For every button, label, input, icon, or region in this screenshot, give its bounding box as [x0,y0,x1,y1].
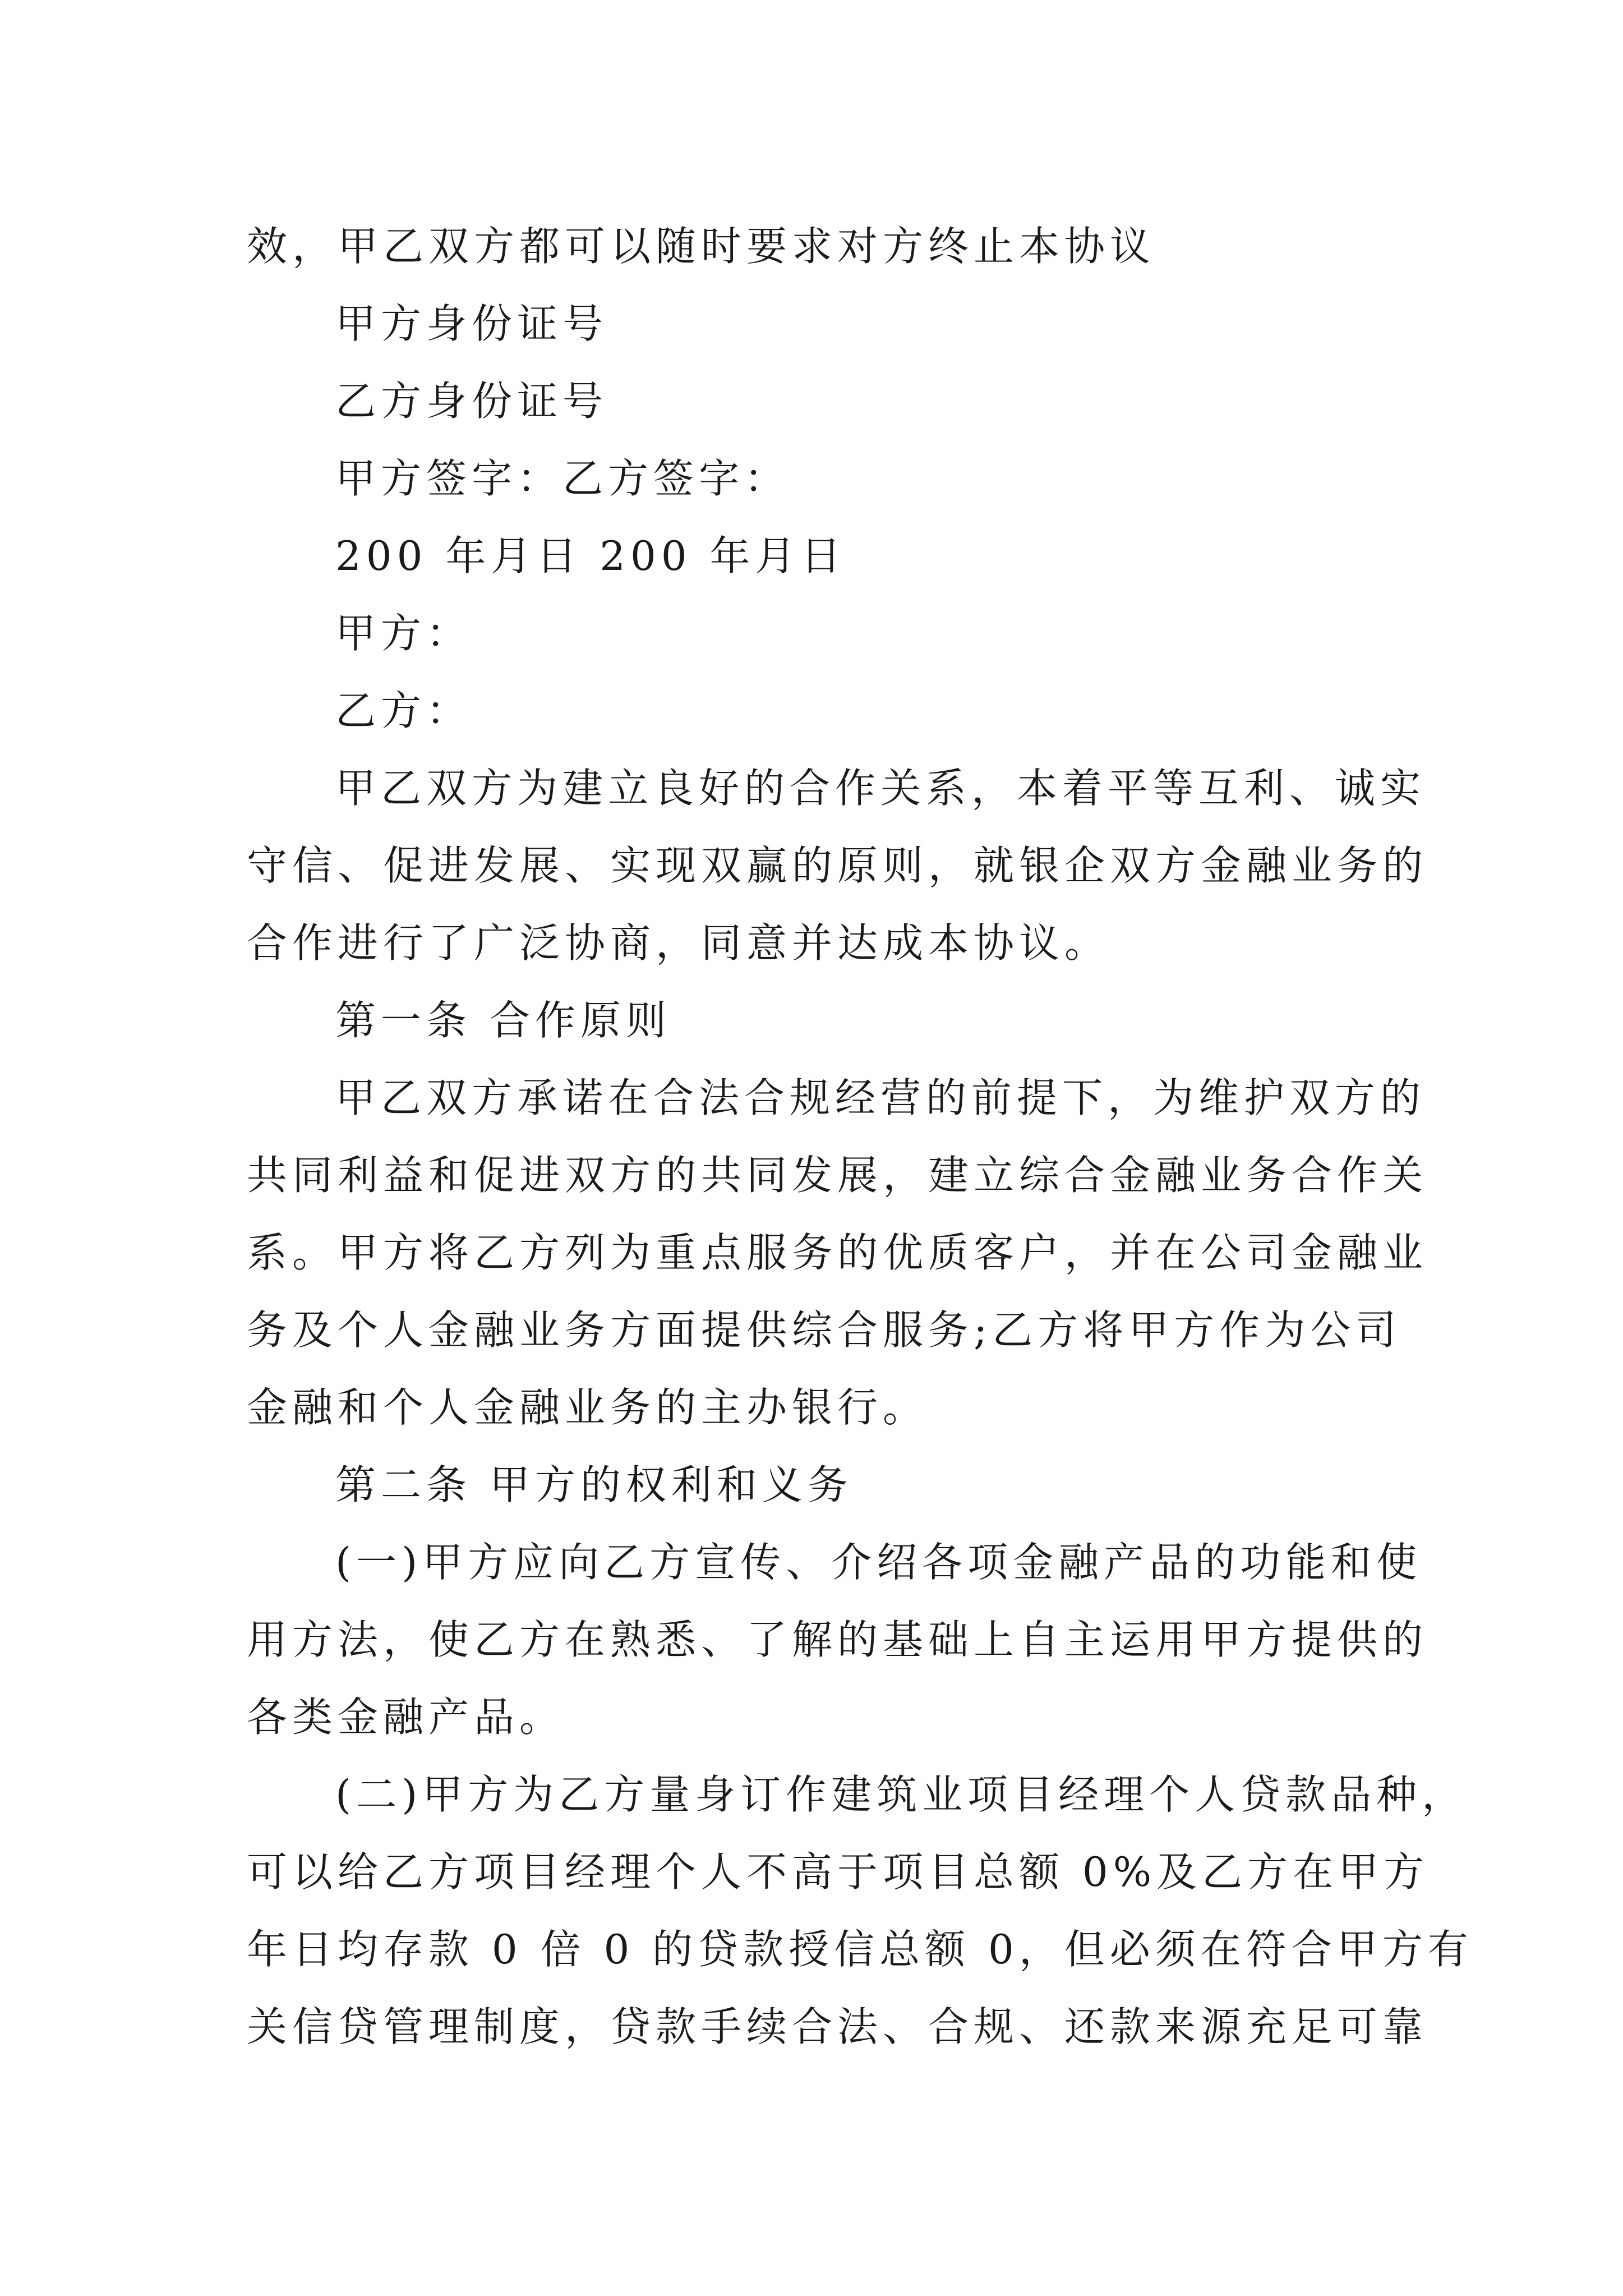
text-line: 乙方身份证号 [335,378,608,425]
text-line: 守信、促进发展、实现双赢的原则，就银企双方金融业务的 [247,842,1428,889]
text-line: 用方法，使乙方在熟悉、了解的基础上自主运用甲方提供的 [247,1616,1428,1663]
text-line: 共同利益和促进双方的共同发展，建立综合金融业务合作关 [247,1152,1428,1199]
text-line: 各类金融产品。 [247,1694,565,1741]
text-line: (二)甲方为乙方量身订作建筑业项目经理个人贷款品种， [335,1771,1468,1818]
text-line: 系。甲方将乙方列为重点服务的优质客户，并在公司金融业 [247,1229,1428,1276]
text-line: 合作进行了广泛协商，同意并达成本协议。 [247,919,1110,967]
text-line: 乙方： [335,687,472,734]
text-line: (一)甲方应向乙方宣传、介绍各项金融产品的功能和使 [335,1539,1422,1586]
text-line: 甲方签字：乙方签字： [335,455,790,502]
text-line: 200 年月日 200 年月日 [335,532,846,579]
text-line: 甲方： [335,610,472,657]
text-line: 金融和个人金融业务的主办银行。 [247,1384,929,1431]
section-heading: 第一条 合作原则 [335,997,671,1044]
text-line: 甲乙双方为建立良好的合作关系，本着平等互利、诚实 [335,765,1426,812]
text-line: 年日均存款 0 倍 0 的贷款授信总额 0，但必须在符合甲方有 [247,1926,1473,1973]
document-body [247,208,1473,2065]
text-line: 可以给乙方项目经理个人不高于项目总额 0%及乙方在甲方 [247,1848,1430,1895]
text-line: 务及个人金融业务方面提供综合服务;乙方将甲方作为公司 [247,1306,1401,1354]
text-line: 效，甲乙双方都可以随时要求对方终止本协议 [247,223,1156,270]
section-heading: 第二条 甲方的权利和义务 [335,1461,853,1508]
text-line: 甲乙双方承诺在合法合规经营的前提下，为维护双方的 [335,1074,1426,1121]
text-line: 关信贷管理制度，贷款手续合法、合规、还款来源充足可靠 [247,2003,1428,2050]
text-line: 甲方身份证号 [335,300,608,347]
